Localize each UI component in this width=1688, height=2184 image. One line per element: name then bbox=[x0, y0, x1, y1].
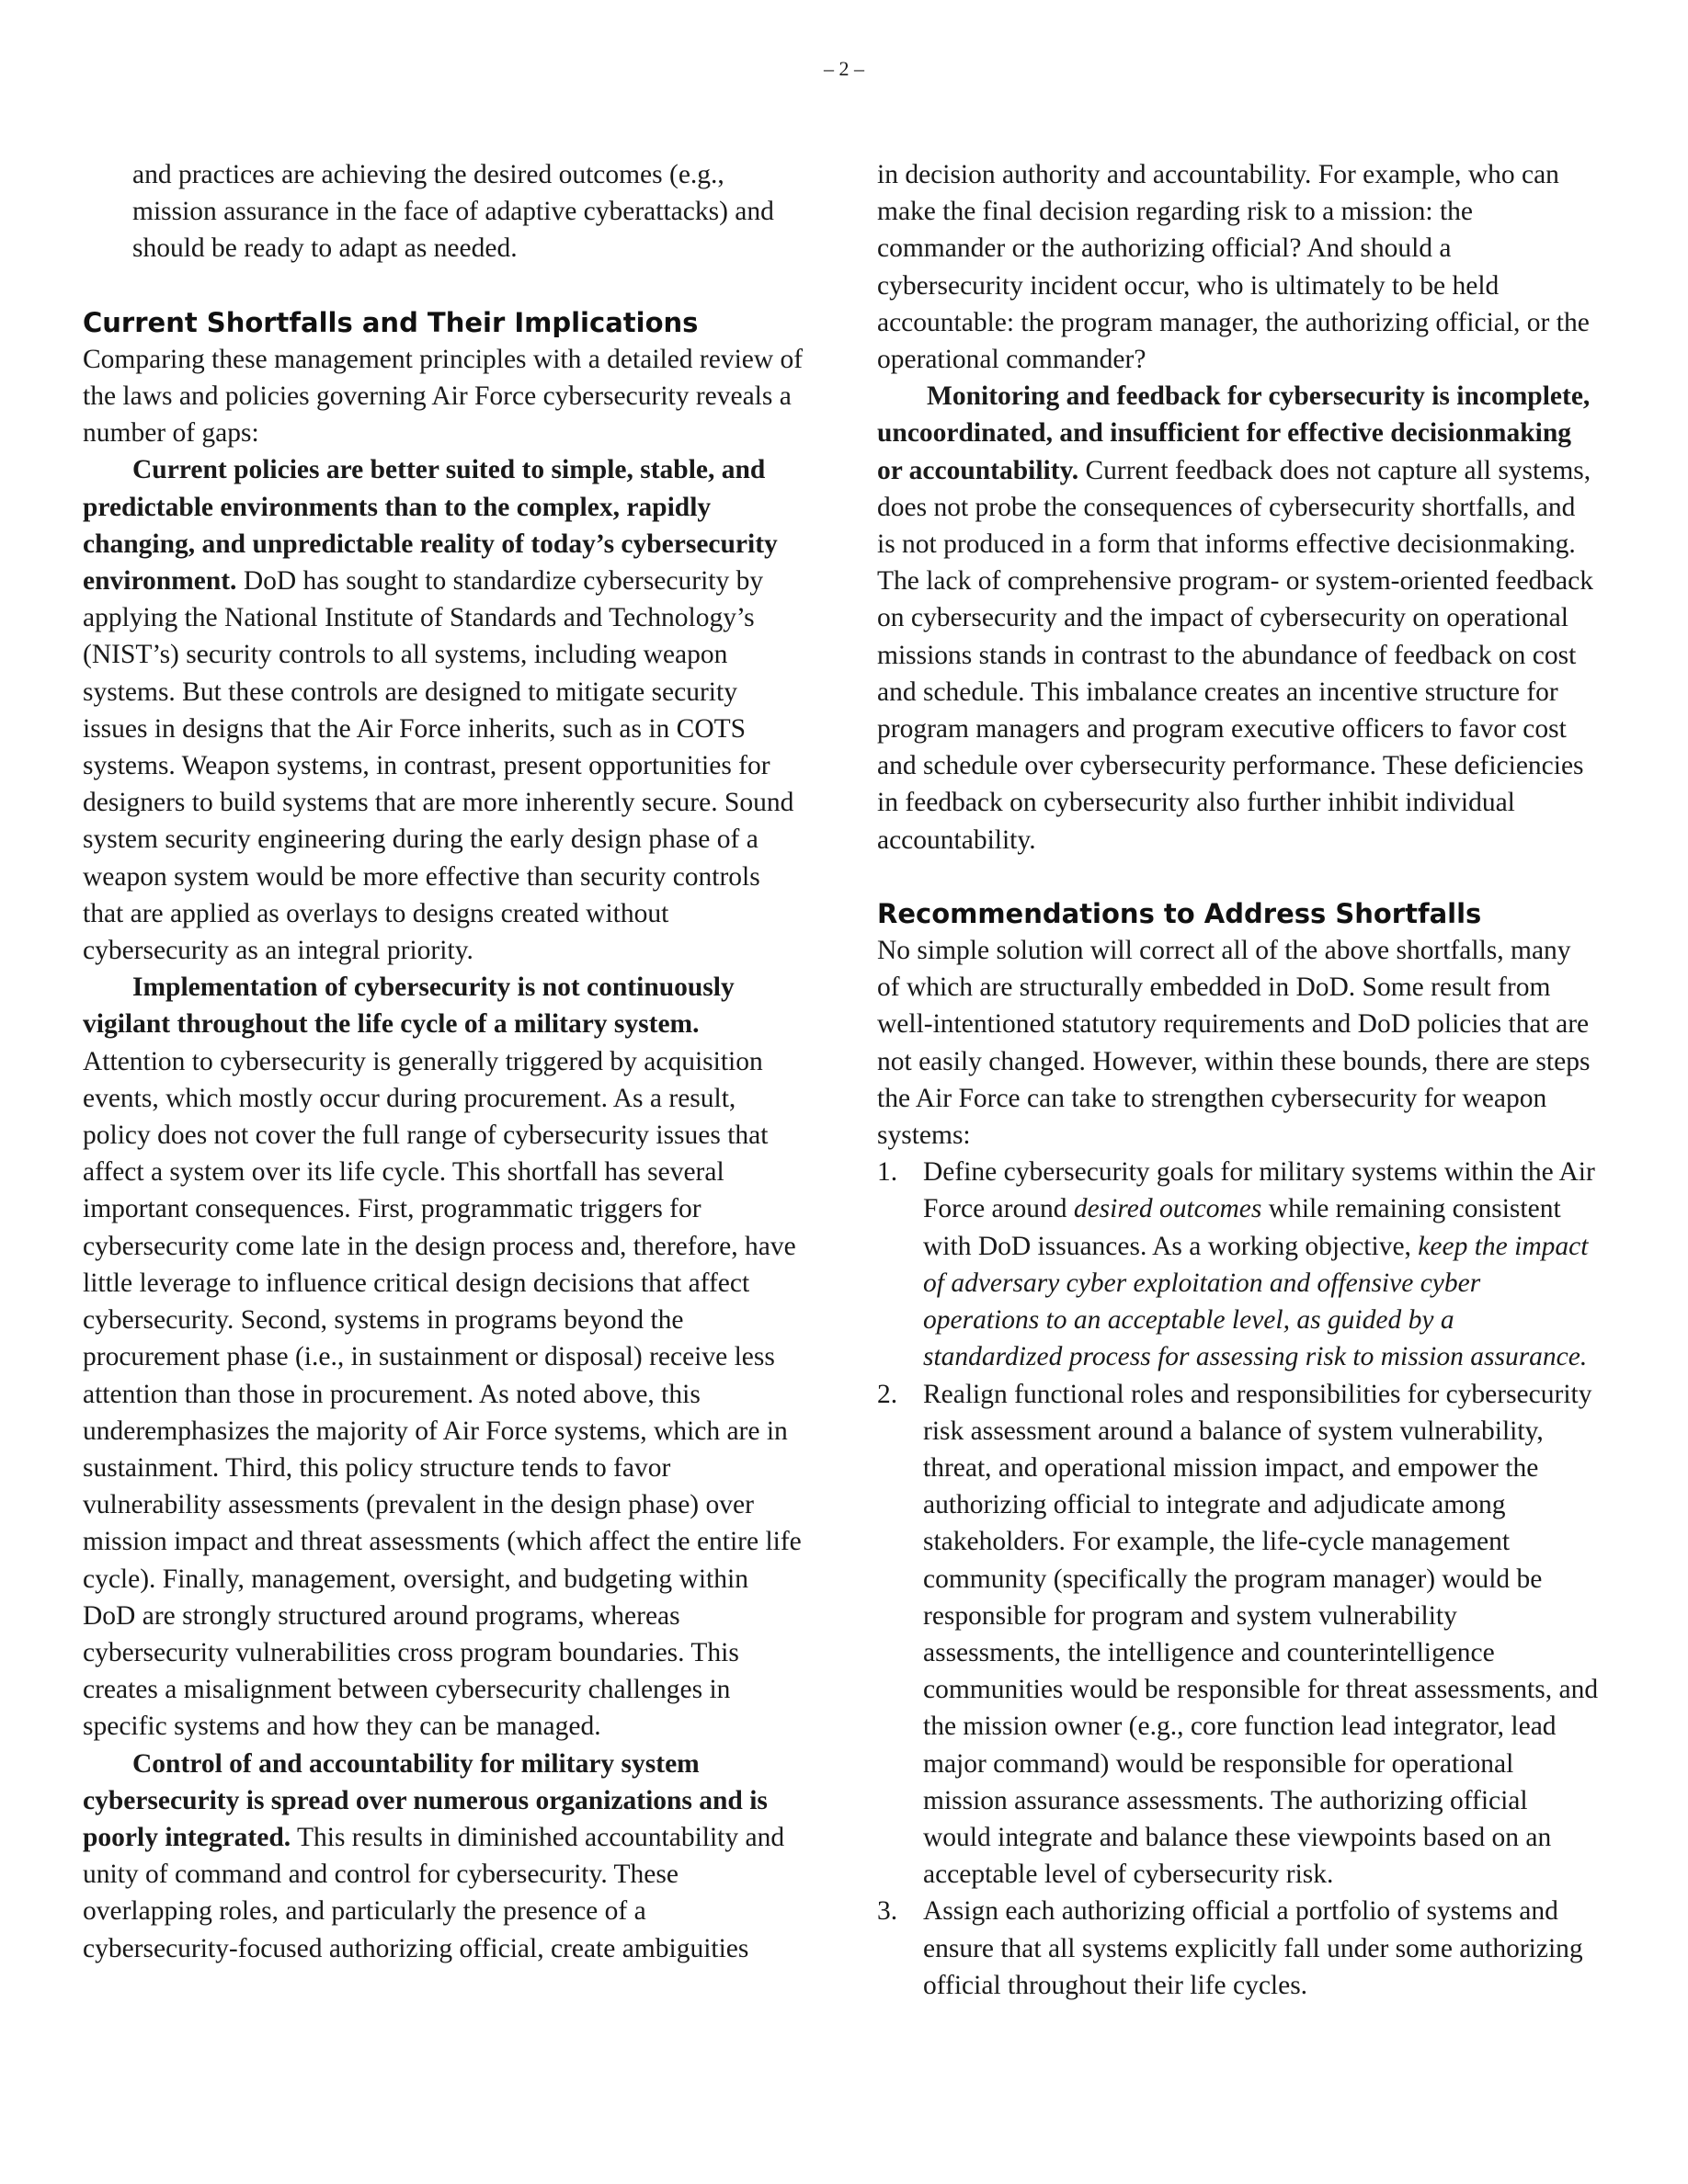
shortfall-3-lead: Control of and accountability for military system cybersecurity is spread over numerous organizations and is poorly integrated. bbox=[83, 1748, 768, 1852]
shortfall-4-lead: Monitoring and feedback for cybersecurity is incomplete, uncoordinated, and insufficient for effective decisionmaking or accountability. bbox=[877, 381, 1591, 485]
right-column bbox=[877, 156, 1599, 2004]
list-number: 1. bbox=[877, 1157, 898, 1188]
shortfall-1-lead: Current policies are better suited to simple, stable, and predictable environments than to the complex, rapidly changing, and unpredictable reality of today’s cybersecurity environment. bbox=[83, 455, 778, 597]
shortfall-2-body: Attention to cybersecurity is generally triggered by acquisition events, which mostly occur during procurement. As a result, policy does not cover the full range of cybersecurity issues that affect a system over its life cycle. This shortfall has several important consequences. First, programmatic triggers for cybersecurity come late in the design process and, therefore, have little leverage to influence critical design decisions that affect cybersecurity. Second, systems in programs beyond the procurement phase (i.e., in sustainment or disposal) receive less attention than those in procurement. As noted above, this underemphasizes the majority of Air Force systems, which are in sustainment. Third, this policy structure tends to favor vulnerability assessments (prevalent in the design phase) over mission impact and threat assessments (which affect the entire life cycle). Finally, management, oversight, and budgeting within DoD are strongly structured around programs, whereas cybersecurity vulnerabilities cross program boundaries. This creates a misalignment between cybersecurity challenges in specific systems and how they can be managed. bbox=[83, 1046, 802, 1742]
rec-1-italic-1: desired outcomes bbox=[1073, 1194, 1262, 1224]
list-item bbox=[877, 1376, 1599, 1894]
left-column bbox=[83, 156, 804, 1967]
shortfalls-intro: Comparing these management principles with a detailed review of the laws and policies governing Air Force cybersecurity reveals a number of gaps: bbox=[83, 344, 804, 449]
rec-1-text-b: while remaining consistent with DoD issuances. As a working objective, bbox=[923, 1194, 1561, 1261]
list-item bbox=[877, 1893, 1599, 2004]
shortfall-3-continuation: in decision authority and accountability. For example, who can make the final decision regarding risk to a mission: the commander or the authorizing official? And should a cybersecurity incident occur, who is ultimately to be held accountable: the program manager, the authorizing official, or the operational commander? bbox=[877, 160, 1590, 375]
shortfall-4-body: Current feedback does not capture all systems, does not probe the consequences of cybersecurity shortfalls, and is not produced in a form that informs effective decisionmaking. The lack of comprehensive program- or system-oriented feedback on cybersecurity and the impact of cybersecurity on operational missions stands in contrast to the abundance of feedback on cost and schedule. This imbalance creates an incentive structure for program managers and program executive officers to favor cost and schedule over cybersecurity performance. These deficiencies in feedback on cybersecurity also further inhibit individual accountability. bbox=[877, 455, 1593, 855]
page-number: – 2 – bbox=[824, 57, 864, 80]
shortfall-3-body: This results in diminished accountability and unity of command and control for cybersecurity. These overlapping roles, and particularly the presence of a cybersecurity-focused authorizing official, create ambiguities bbox=[83, 1822, 785, 1963]
shortfall-paragraph-3 bbox=[83, 1746, 804, 1967]
shortfall-paragraph-4 bbox=[877, 378, 1599, 859]
rec-1-text-a: Define cybersecurity goals for military systems within the Air Force around bbox=[923, 1157, 1595, 1224]
recommendations-intro: No simple solution will correct all of the above shortfalls, many of which are structurally embedded in DoD. Some result from well-intentioned statutory requirements and DoD policies that are not easily changed. However, within these bounds, there are steps the Air Force can take to strengthen cybersecurity for weapon systems: bbox=[877, 936, 1591, 1151]
list-item bbox=[877, 1154, 1599, 1375]
intro-continuation: and practices are achieving the desired outcomes (e.g., mission assurance in the face of adaptive cyberattacks) and should be ready to adapt as needed. bbox=[132, 160, 774, 264]
shortfall-paragraph-1 bbox=[83, 451, 804, 969]
section-heading-shortfalls: Current Shortfalls and Their Implications bbox=[83, 306, 699, 338]
section-heading-recommendations: Recommendations to Address Shortfalls bbox=[877, 897, 1482, 929]
list-number: 3. bbox=[877, 1896, 898, 1927]
shortfall-2-lead: Implementation of cybersecurity is not continuously vigilant throughout the life cycle of a military system. bbox=[83, 973, 735, 1040]
list-number: 2. bbox=[877, 1379, 898, 1409]
rec-3-text: Assign each authorizing official a portfolio of systems and ensure that all systems explicitly fall under some authorizing official throughout their life cycles. bbox=[923, 1896, 1583, 2000]
shortfall-1-body: DoD has sought to standardize cybersecurity by applying the National Institute of Standards and Technology’s (NIST’s) security controls to all systems, including weapon systems. But these controls are designed to mitigate security issues in designs that the Air Force inherits, such as in COTS systems. Weapon systems, in contrast, present opportunities for designers to build systems that are more inherently secure. Sound system security engineering during the early design phase of a weapon system would be more effective than security controls that are applied as overlays to designs created without cybersecurity as an integral priority. bbox=[83, 566, 794, 966]
shortfall-paragraph-2 bbox=[83, 969, 804, 1745]
rec-2-text: Realign functional roles and responsibilities for cybersecurity risk assessment around a balance of system vulnerability, threat, and operational mission impact, and empower the authorizing official to integrate and adjudicate among stakeholders. For example, the life-cycle management community (specifically the program manager) would be responsible for program and system vulnerability assessments, the intelligence and counterintelligence communities would be responsible for threat assessments, and the mission owner (e.g., core function lead integrator, lead major command) would be responsible for operational mission assurance assessments. The authorizing official would integrate and balance these viewpoints based on an acceptable level of cybersecurity risk. bbox=[923, 1379, 1599, 1890]
recommendations-list bbox=[877, 1154, 1599, 2004]
rec-1-italic-2: keep the impact of adversary cyber exploitation and offensive cyber operations to an acceptable level, as guided by a standardized process for assessing risk to mission assurance. bbox=[923, 1231, 1589, 1372]
